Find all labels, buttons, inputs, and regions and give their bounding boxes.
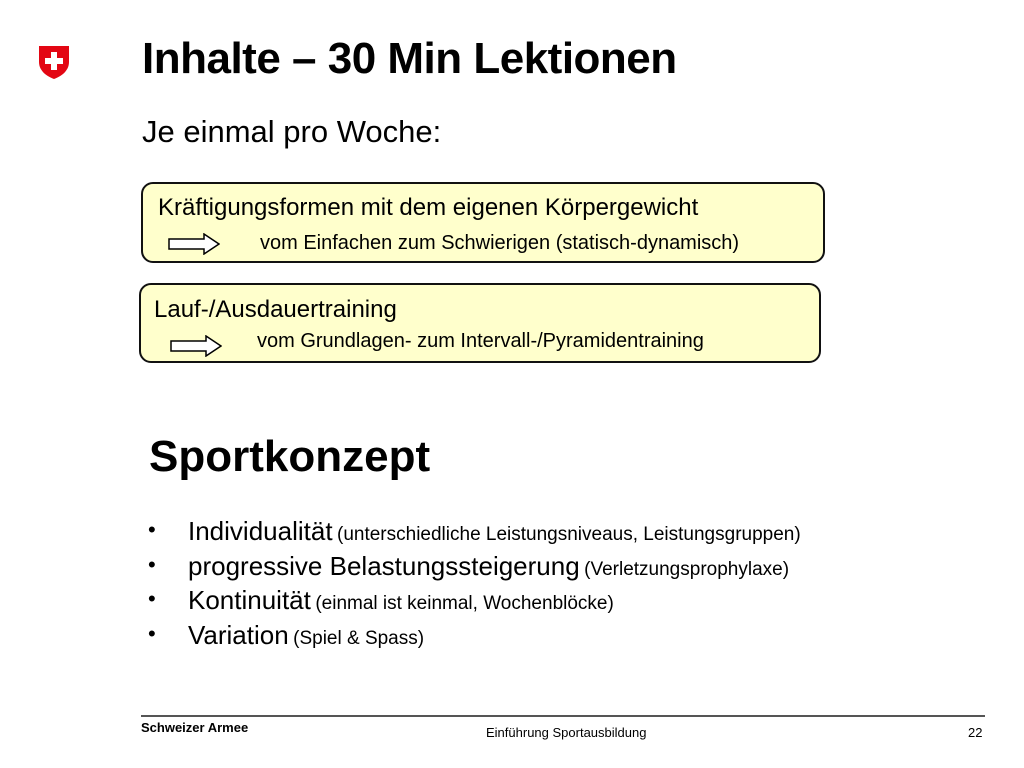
- page-subtitle: Je einmal pro Woche:: [142, 114, 442, 149]
- page-title: Inhalte – 30 Min Lektionen: [142, 34, 677, 83]
- bullet-marker: •: [148, 517, 156, 542]
- bullet-main: Variation: [188, 619, 289, 650]
- bullet-detail: (Verletzungsprophylaxe): [584, 558, 790, 580]
- footer-organization: Schweizer Armee: [141, 720, 249, 735]
- box-title: Lauf-/Ausdauertraining: [154, 296, 397, 323]
- bullet-main: Kontinuität: [188, 585, 311, 615]
- box-title: Kräftigungsformen mit dem eigenen Körpergewicht: [158, 194, 699, 221]
- page-number: 22: [968, 725, 983, 740]
- section-title: Sportkonzept: [149, 432, 431, 481]
- bullet-main: Individualität: [188, 516, 333, 546]
- swiss-shield-icon: [38, 44, 70, 80]
- bullet-detail: (einmal ist keinmal, Wochenblöcke): [315, 593, 614, 614]
- right-arrow-icon: [170, 335, 222, 357]
- content-box-strength: [141, 182, 825, 263]
- content-box-endurance: [139, 283, 821, 363]
- footer-presentation-title: Einführung Sportausbildung: [486, 725, 647, 740]
- bullet-marker: •: [148, 586, 156, 611]
- bullet-main: progressive Belastungssteigerung: [188, 550, 580, 581]
- footer-divider: [141, 715, 985, 717]
- bullet-detail: (unterschiedliche Leistungsniveaus, Leistungsgruppen): [337, 524, 801, 545]
- bullet-marker: •: [148, 620, 156, 646]
- bullet-detail: (Spiel & Spass): [293, 627, 425, 649]
- box-detail: vom Einfachen zum Schwierigen (statisch-dynamisch): [260, 232, 740, 254]
- right-arrow-icon: [168, 233, 220, 255]
- bullet-marker: •: [148, 551, 156, 577]
- box-detail: vom Grundlagen- zum Intervall-/Pyramidentraining: [257, 330, 704, 352]
